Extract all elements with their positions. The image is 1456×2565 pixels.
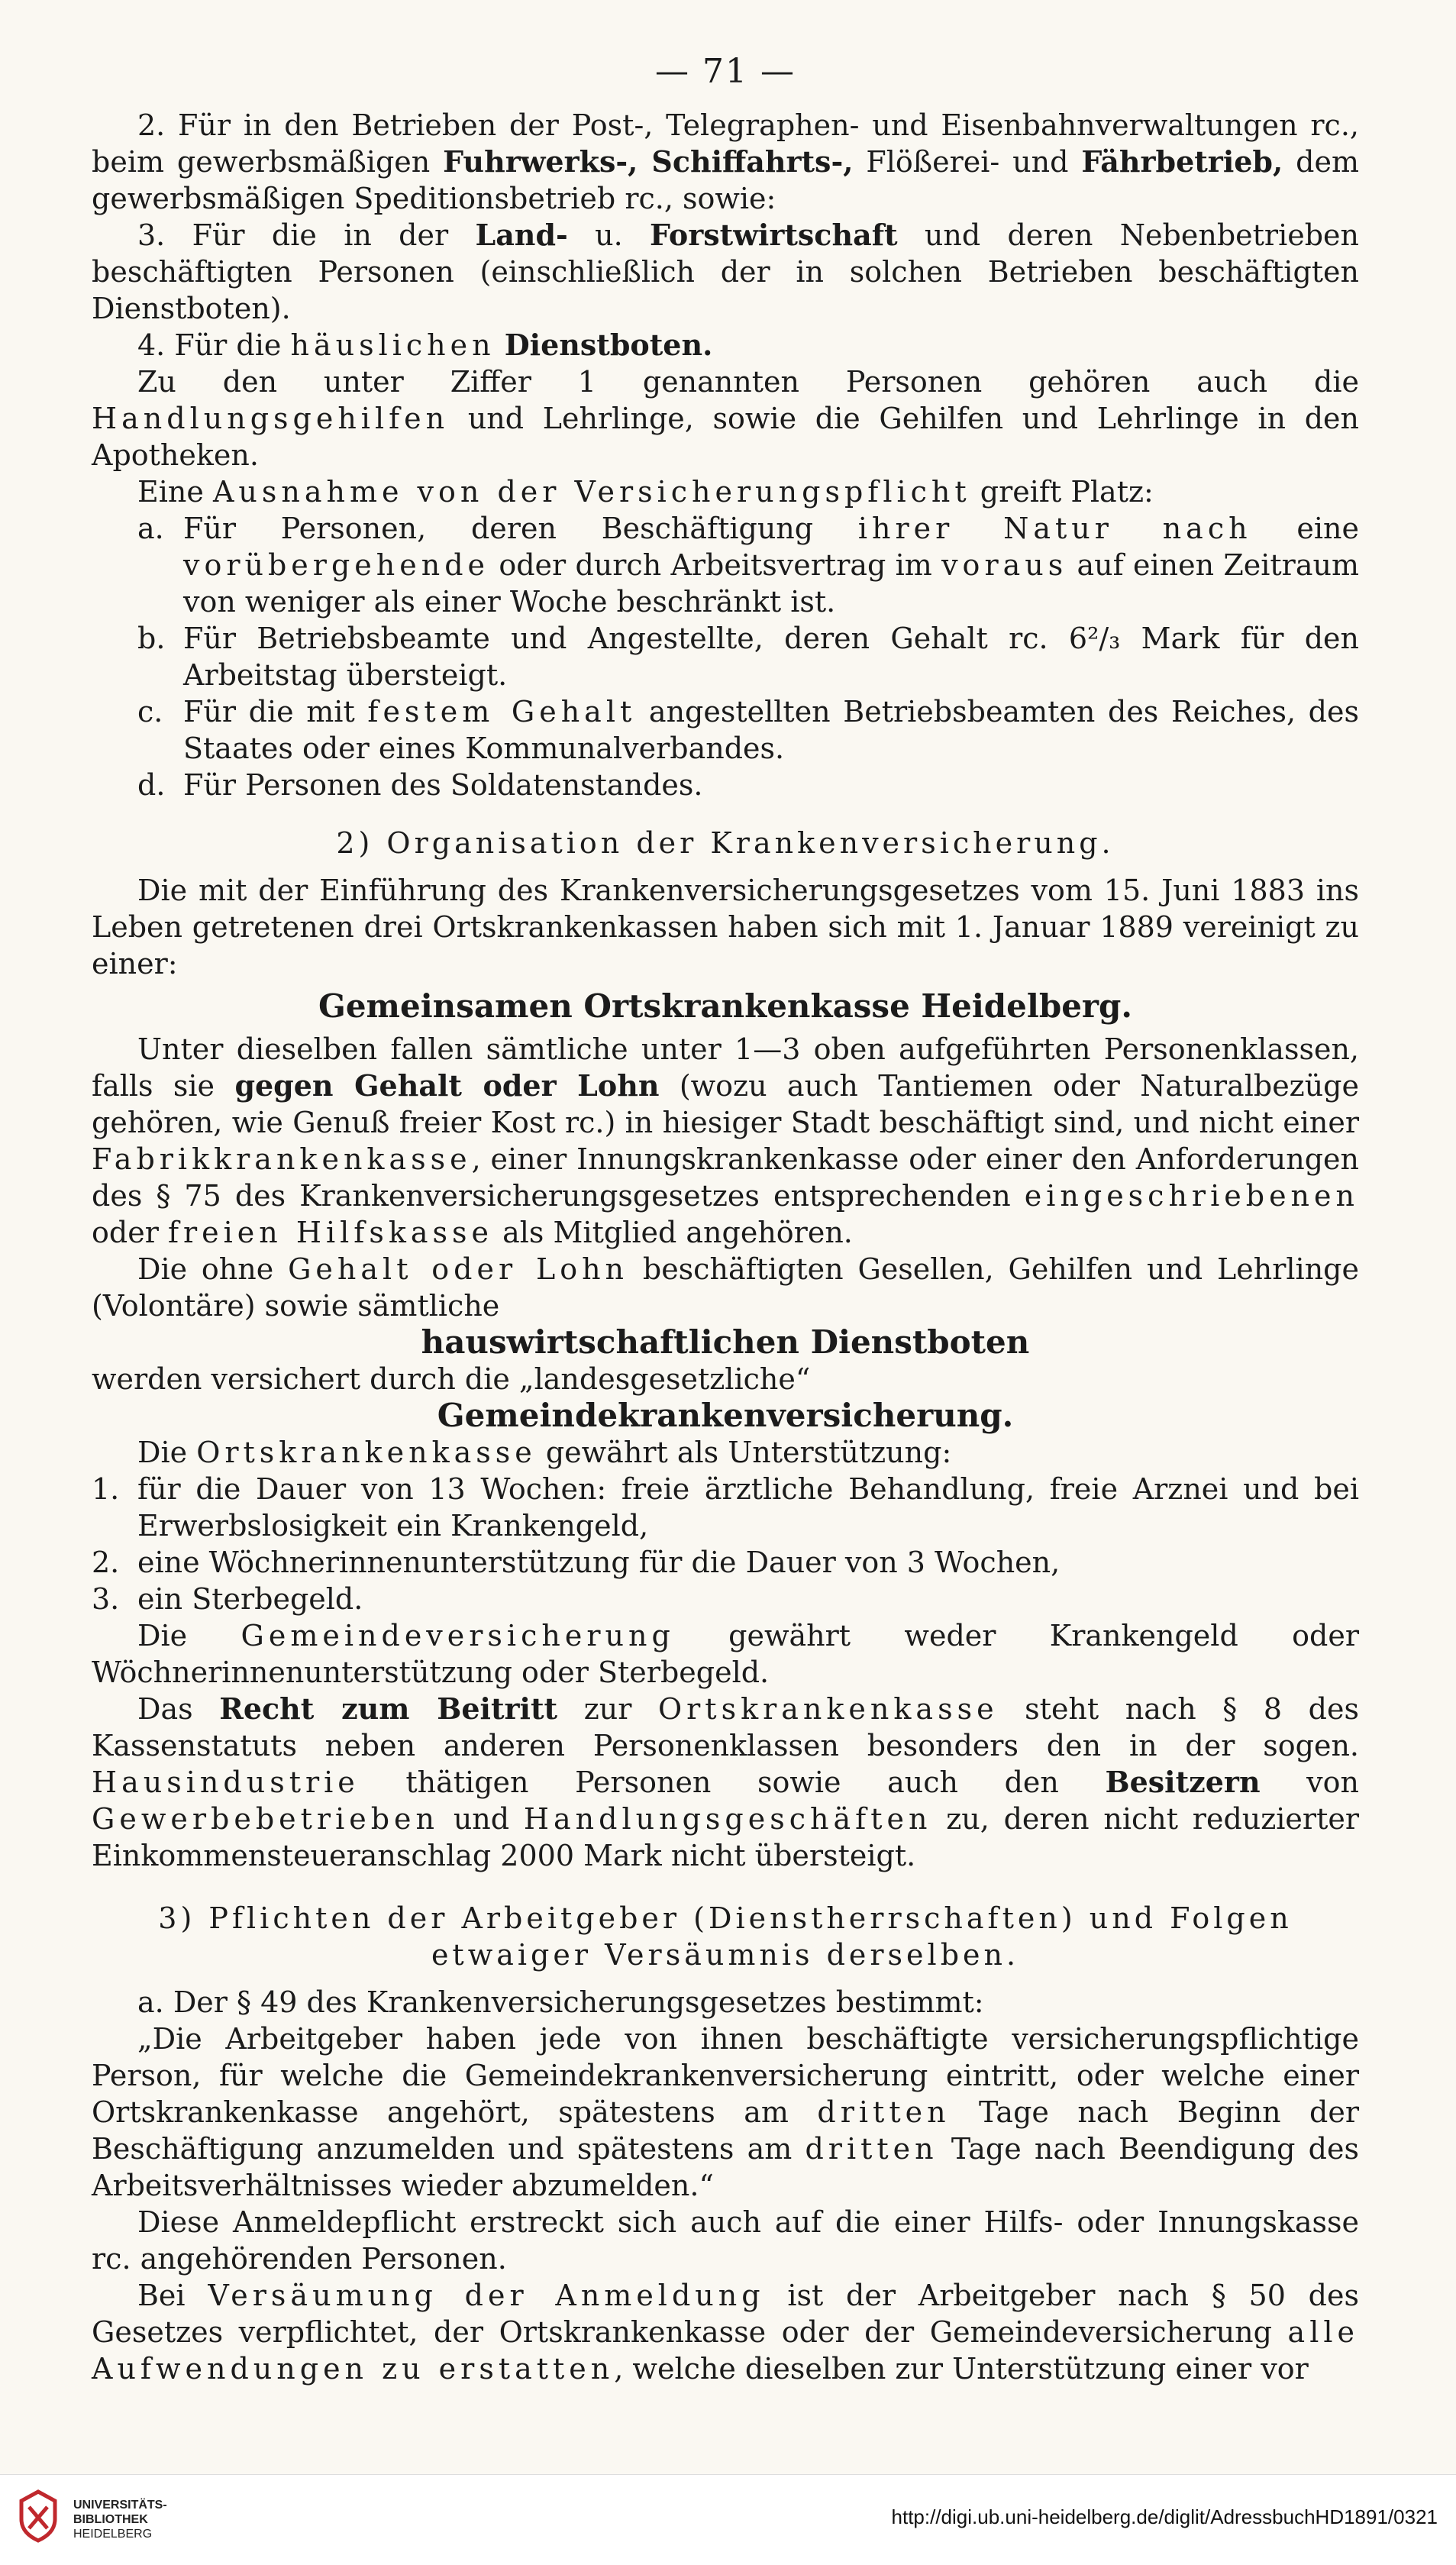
source-url-link[interactable]: http://digi.ub.uni-heidelberg.de/diglit/AdressbuchHD1891/0321: [891, 2505, 1438, 2528]
item-3: 3. Für die in der Land- u. Forstwirtschaft und deren Nebenbetrieben beschäftigten Personen (einschließlich der in solchen Betrieben beschäftigten Dienstboten).: [92, 218, 1359, 325]
gemeinde-title: Gemeindekrankenversicherung.: [437, 1397, 1014, 1434]
section-3-anmeldepflicht: Diese Anmeldepflicht erstreckt sich auch auf die einer Hilfs- oder Innungskasse rc. angehörenden Personen.: [92, 2205, 1359, 2276]
section-3-heading-2: etwaiger Versäumnis derselben.: [431, 1938, 1020, 1972]
item-4: 4. Für die häuslichen Dienstboten.: [137, 328, 713, 362]
exception-list: [92, 510, 1359, 803]
section-2-para-5: Die Ortskrankenkasse gewährt als Unterstützung:: [137, 1436, 952, 1469]
footer: [0, 2474, 1456, 2565]
benefit-item-1: 1. für die Dauer von 13 Wochen: freie ärztliche Behandlung, freie Arznei und bei Erwerbslosigkeit ein Krankengeld,: [92, 1472, 1359, 1543]
section-2-heading: 2) Organisation der Krankenversicherung.: [336, 826, 1115, 860]
exception-item-a: a. Für Personen, deren Beschäftigung ihrer Natur nach eine vorübergehende oder durch Arbeitsvertrag im voraus auf einen Zeitraum von weniger als einer Woche beschränkt ist.: [137, 512, 1359, 619]
section-2-para-7: Das Recht zum Beitritt zur Ortskrankenkasse steht nach § 8 des Kassenstatuts neben anderen Personenklassen besonders den in der sogen. Hausindustrie thätigen Personen sowie auch den Besitzern von Gewerbebetrieben und Handlungsgeschäften zu, deren nicht reduzierter Einkommensteueranschlag 2000 Mark nicht übersteigt.: [92, 1691, 1359, 1872]
exception-item-b: b. Für Betriebsbeamte und Angestellte, deren Gehalt rc. 6²/₃ Mark für den Arbeitstag übersteigt.: [137, 622, 1359, 692]
section-3-quote: „Die Arbeitgeber haben jede von ihnen beschäftigte versicherungspflichtige Person, für welche die Gemeindekrankenversicherung eintritt, oder welche einer Ortskrankenkasse angehört, spätestens am dritten Tage nach Beginn der Beschäftigung anzumelden und spätestens am dritten Tage nach Beendigung des Arbeitsverhältnisses wieder abzumelden.“: [92, 2022, 1359, 2202]
item-2: 2. Für in den Betrieben der Post-, Telegraphen- und Eisenbahnverwaltungen rc., beim gewerbsmäßigen Fuhrwerks-, Schiffahrts-, Flößerei- und Fährbetrieb, dem gewerbsmäßigen Speditionsbetrieb rc., sowie:: [92, 108, 1359, 215]
document-page: [92, 53, 1359, 2387]
exception-item-d: d. Für Personen des Soldatenstandes.: [137, 768, 703, 802]
emph-fuhrwerk: Fuhrwerks-, Schiffahrts-,: [443, 144, 854, 179]
benefit-list: [92, 1471, 1359, 1617]
para-ziffer: Zu den unter Ziffer 1 genannten Personen gehören auch die Handlungsgehilfen und Lehrlinge, sowie die Gehilfen und Lehrlinge in den Apotheken.: [92, 365, 1359, 472]
heidelberg-library-logo-icon: [15, 2489, 61, 2544]
benefit-item-3: 3. ein Sterbegeld.: [92, 1582, 363, 1616]
section-2-intro: Die mit der Einführung des Krankenversicherungsgesetzes vom 15. Juni 1883 ins Leben getretenen drei Ortskrankenkassen haben sich mit 1. Januar 1889 vereinigt zu einer:: [92, 874, 1359, 980]
section-3-para-a: a. Der § 49 des Krankenversicherungsgesetzes bestimmt:: [137, 1985, 984, 2019]
section-2-para-2: Unter dieselben fallen sämtliche unter 1—3 oben aufgeführten Personenklassen, falls sie gegen Gehalt oder Lohn (wozu auch Tantiemen oder Naturalbezüge gehören, wie Genuß freier Kost rc.) in hiesiger Stadt beschäftigt sind, und nicht einer Fabrikkrankenkasse, einer Innungskrankenkasse oder einer den Anforderungen des § 75 des Krankenversicherungsgesetzes entsprechenden eingeschriebenen oder freien Hilfskasse als Mitglied angehören.: [92, 1032, 1359, 1249]
library-name: UNIVERSITÄTS- BIBLIOTHEK HEIDELBERG: [73, 2499, 167, 2541]
exception-item-c: c. Für die mit festem Gehalt angestellten Betriebsbeamten des Reiches, des Staates oder eines Kommunalverbandes.: [137, 695, 1359, 765]
page-number: — 71 —: [655, 52, 796, 91]
section-2-para-3: Die ohne Gehalt oder Lohn beschäftigten Gesellen, Gehilfen und Lehrlinge (Volontäre) sowie sämtliche: [92, 1252, 1359, 1323]
section-3-heading-1: 3) Pflichten der Arbeitgeber (Dienstherrschaften) und Folgen: [158, 1901, 1293, 1935]
benefit-item-2: 2. eine Wöchnerinnenunterstützung für die Dauer von 3 Wochen,: [92, 1546, 1061, 1579]
exception-intro: Eine Ausnahme von der Versicherungspflicht greift Platz:: [137, 475, 1154, 509]
hauswirtschaftliche-title: hauswirtschaftlichen Dienstboten: [421, 1323, 1030, 1361]
section-3-last-para: Bei Versäumung der Anmeldung ist der Arbeitgeber nach § 50 des Gesetzes verpflichtet, der Ortskrankenkasse oder der Gemeindeversicherung alle Aufwendungen zu erstatten, welche dieselben zur Unterstützung einer vor: [92, 2279, 1359, 2386]
section-2-para-6: Die Gemeindeversicherung gewährt weder Krankengeld oder Wöchnerinnenunterstützung oder Sterbegeld.: [92, 1619, 1359, 1689]
section-2-title: Gemeinsamen Ortskrankenkasse Heidelberg.: [318, 987, 1133, 1025]
emph-faehrbetrieb: Fährbetrieb,: [1081, 144, 1283, 179]
section-2-para-4: werden versichert durch die „landesgesetzliche“: [92, 1362, 811, 1396]
